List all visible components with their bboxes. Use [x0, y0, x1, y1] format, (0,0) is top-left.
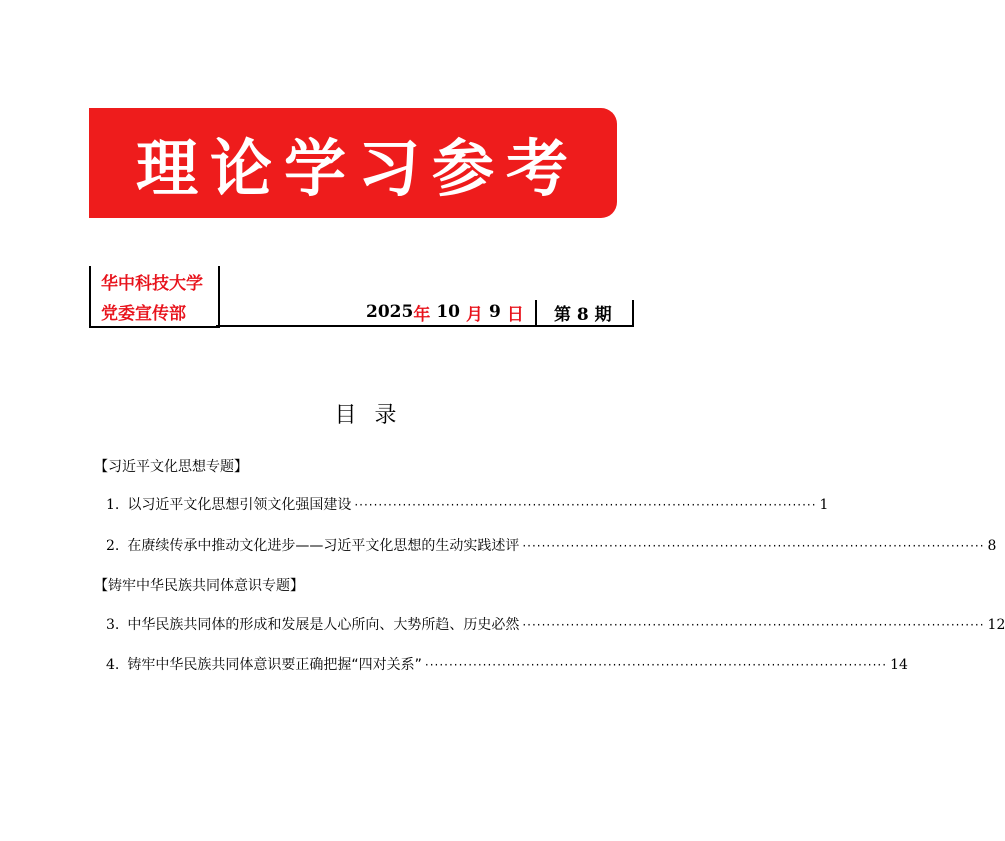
- toc-title: 目录: [334, 403, 415, 428]
- toc-entry-page: 12: [987, 617, 1005, 633]
- divider-bar-left: [535, 300, 537, 326]
- publisher-university: 华中科技大学: [101, 274, 203, 294]
- toc-section-heading: 【铸牢中华民族共同体意识专题】: [94, 578, 304, 594]
- issue-number: 第 8 期: [554, 304, 612, 325]
- date-day-unit: 日: [506, 304, 524, 325]
- toc-entry[interactable]: [106, 494, 829, 514]
- toc-entry-number: 3.: [106, 617, 120, 633]
- toc-entry-title: 在赓续传承中推动文化进步——习近平文化思想的生动实践述评: [127, 538, 520, 554]
- toc-leader-dots: ································································································: [522, 539, 985, 553]
- toc-entry[interactable]: [106, 614, 1005, 634]
- toc-entry-page: 8: [987, 538, 997, 554]
- toc-leader-dots: ································································································: [424, 658, 888, 672]
- toc-entry[interactable]: [106, 535, 997, 555]
- publisher-box: [89, 266, 220, 328]
- toc-leader-dots: ································································································: [522, 618, 985, 632]
- date-month: 10: [436, 302, 460, 322]
- date-year-unit: 年: [413, 304, 431, 325]
- toc-section-heading: 【习近平文化思想专题】: [94, 459, 248, 475]
- date-month-unit: 月: [466, 304, 483, 325]
- toc-entry-number: 2.: [106, 538, 120, 554]
- title-banner: [89, 108, 617, 218]
- divider-bar-right: [632, 300, 634, 326]
- toc-entry-title: 中华民族共同体的形成和发展是人心所向、大势所趋、历史必然: [127, 617, 520, 633]
- toc-entry-title: 以习近平文化思想引领文化强国建设: [127, 497, 352, 513]
- date-year: 2025: [366, 302, 414, 322]
- toc-entry-title: 铸牢中华民族共同体意识要正确把握“四对关系”: [127, 657, 422, 673]
- toc-entry-number: 4.: [106, 657, 120, 673]
- toc-entry-page: 14: [890, 657, 908, 673]
- toc-entry[interactable]: [106, 654, 908, 674]
- publisher-department: 党委宣传部: [101, 304, 186, 324]
- date-day: 9: [489, 302, 501, 322]
- toc-entry-number: 1.: [106, 497, 120, 513]
- publication-title: 理论学习参考: [135, 131, 580, 205]
- toc-entry-page: 1: [819, 497, 829, 513]
- toc-leader-dots: ································································································: [354, 498, 817, 512]
- header-rule: [216, 325, 634, 327]
- issue-date: [366, 300, 524, 324]
